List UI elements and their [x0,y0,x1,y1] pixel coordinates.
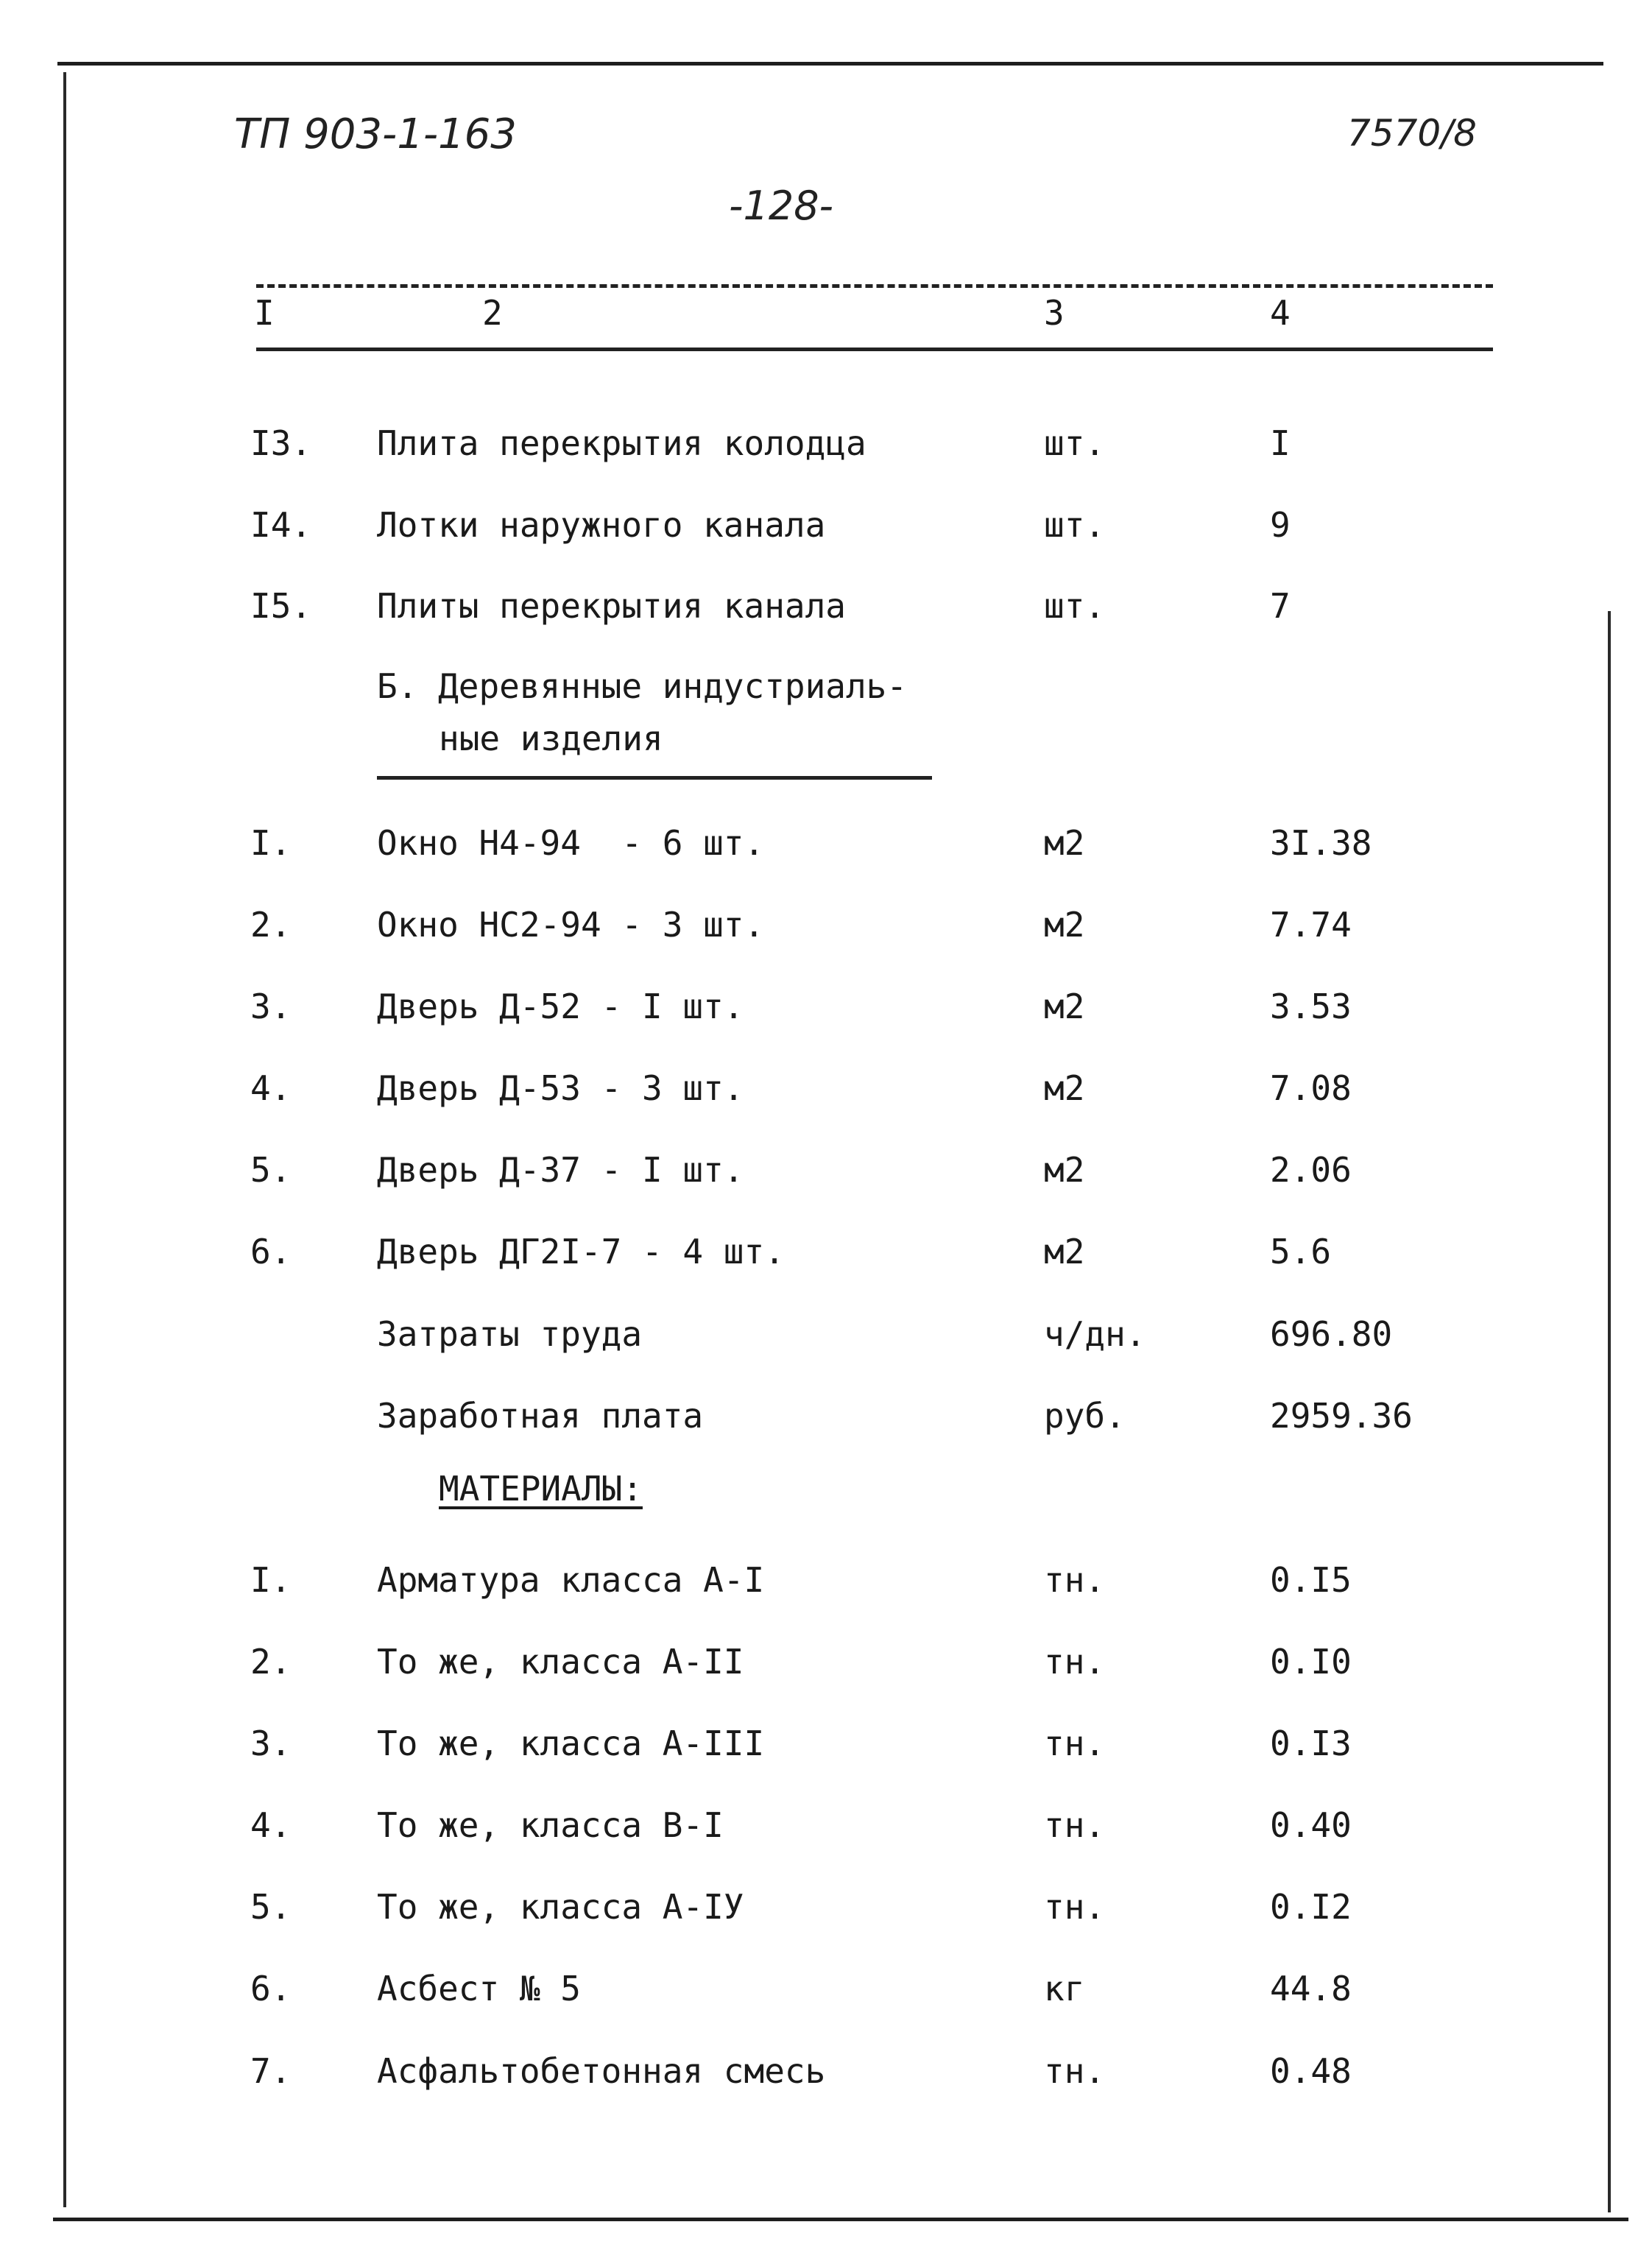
row-number: 7. [250,2051,292,2091]
column-header-3: 3 [1044,293,1065,333]
table-row [0,1721,1652,1766]
row-name: Окно НС2-94 - 3 шт. [377,905,765,945]
row-number: 4. [250,1805,292,1845]
row-value: 3I.38 [1270,823,1372,863]
row-value: 0.I0 [1270,1642,1352,1682]
row-number: 4. [250,1068,292,1108]
row-unit: м2 [1044,1150,1085,1190]
row-unit: м2 [1044,905,1085,945]
column-header-2: 2 [482,293,503,333]
row-name: То же, класса А-III [377,1724,765,1763]
header-dashed-rule [256,284,1493,288]
section-b-title-line2: ные изделия [439,719,663,758]
table-row [0,1803,1652,1847]
table-row [0,984,1652,1029]
row-value: 3.53 [1270,987,1352,1026]
row-name: То же, класса В-I [377,1805,724,1845]
row-value: 0.I3 [1270,1724,1352,1763]
row-number: I. [250,823,292,863]
total-value: 696.80 [1270,1314,1393,1354]
row-number: 3. [250,1724,292,1763]
row-value: 0.48 [1270,2051,1352,2091]
row-name: Дверь ДГ2I-7 - 4 шт. [377,1232,785,1271]
row-number: 2. [250,1642,292,1682]
row-name: Плита перекрытия колодца [377,423,866,463]
table-row [0,2049,1652,2093]
row-number: I. [250,1560,292,1600]
row-unit: м2 [1044,987,1085,1026]
total-name: Заработная плата [377,1396,704,1436]
section-b-rule [377,776,932,780]
row-number: 5. [250,1887,292,1927]
row-name: То же, класса А-IУ [377,1887,744,1927]
row-unit: шт. [1044,505,1106,545]
row-unit: шт. [1044,586,1106,626]
table-row [0,1066,1652,1110]
row-unit: шт. [1044,423,1106,463]
section-b-title-line1: Б. Деревянные индустриаль- [377,666,908,706]
row-name: Дверь Д-52 - I шт. [377,987,744,1026]
row-value: 0.40 [1270,1805,1352,1845]
row-number: 5. [250,1150,292,1190]
row-value: 5.6 [1270,1232,1332,1271]
row-number: 6. [250,1969,292,2008]
table-row [0,1885,1652,1929]
row-number: I5. [250,586,312,626]
column-header-1: I [254,293,275,333]
row-name: Дверь Д-53 - 3 шт. [377,1068,744,1108]
row-number: I4. [250,505,312,545]
row-name: То же, класса А-II [377,1642,744,1682]
frame-bottom-border [53,2218,1628,2221]
page-number: -128- [729,183,834,229]
table-row [0,903,1652,947]
row-value: 7 [1270,586,1291,626]
row-unit: тн. [1044,2051,1106,2091]
row-unit: тн. [1044,1560,1106,1600]
row-name: Лотки наружного канала [377,505,826,545]
total-value: 2959.36 [1270,1396,1413,1436]
row-value: 7.74 [1270,905,1352,945]
row-unit: тн. [1044,1642,1106,1682]
table-row [0,1558,1652,1602]
row-unit: м2 [1044,1068,1085,1108]
table-row [0,503,1652,547]
row-number: 3. [250,987,292,1026]
table-row [0,584,1652,628]
row-value: 0.I5 [1270,1560,1352,1600]
row-unit: тн. [1044,1724,1106,1763]
row-unit: тн. [1044,1805,1106,1845]
row-value: 44.8 [1270,1969,1352,2008]
row-name: Асфальтобетонная смесь [377,2051,826,2091]
row-unit: м2 [1044,1232,1085,1271]
row-number: 6. [250,1232,292,1271]
row-number: I3. [250,423,312,463]
row-name: Дверь Д-37 - I шт. [377,1150,744,1190]
total-unit: руб. [1044,1396,1126,1436]
row-value: 2.06 [1270,1150,1352,1190]
total-row [0,1394,1652,1438]
document-number: 7570/8 [1347,112,1477,155]
row-value: 7.08 [1270,1068,1352,1108]
table-row [0,821,1652,865]
row-number: 2. [250,905,292,945]
row-value: 9 [1270,505,1291,545]
row-name: Асбест № 5 [377,1969,581,2008]
table-row [0,1640,1652,1684]
row-value: I [1270,423,1291,463]
row-name: Арматура класса А-I [377,1560,765,1600]
row-name: Плиты перекрытия канала [377,586,846,626]
table-row [0,1967,1652,2011]
table-row [0,1230,1652,1274]
column-header-4: 4 [1270,293,1291,333]
frame-top-border [57,62,1603,66]
row-unit: м2 [1044,823,1085,863]
row-unit: кг [1044,1969,1085,2008]
document-code: ТП 903-1-163 [234,110,517,158]
total-unit: ч/дн. [1044,1314,1146,1354]
materials-heading: МАТЕРИАЛЫ: [439,1469,643,1509]
header-solid-rule [256,348,1493,351]
row-value: 0.I2 [1270,1887,1352,1927]
table-row [0,421,1652,465]
total-row [0,1312,1652,1356]
total-name: Затраты труда [377,1314,643,1354]
table-row [0,1148,1652,1192]
row-name: Окно Н4-94 - 6 шт. [377,823,765,863]
row-unit: тн. [1044,1887,1106,1927]
